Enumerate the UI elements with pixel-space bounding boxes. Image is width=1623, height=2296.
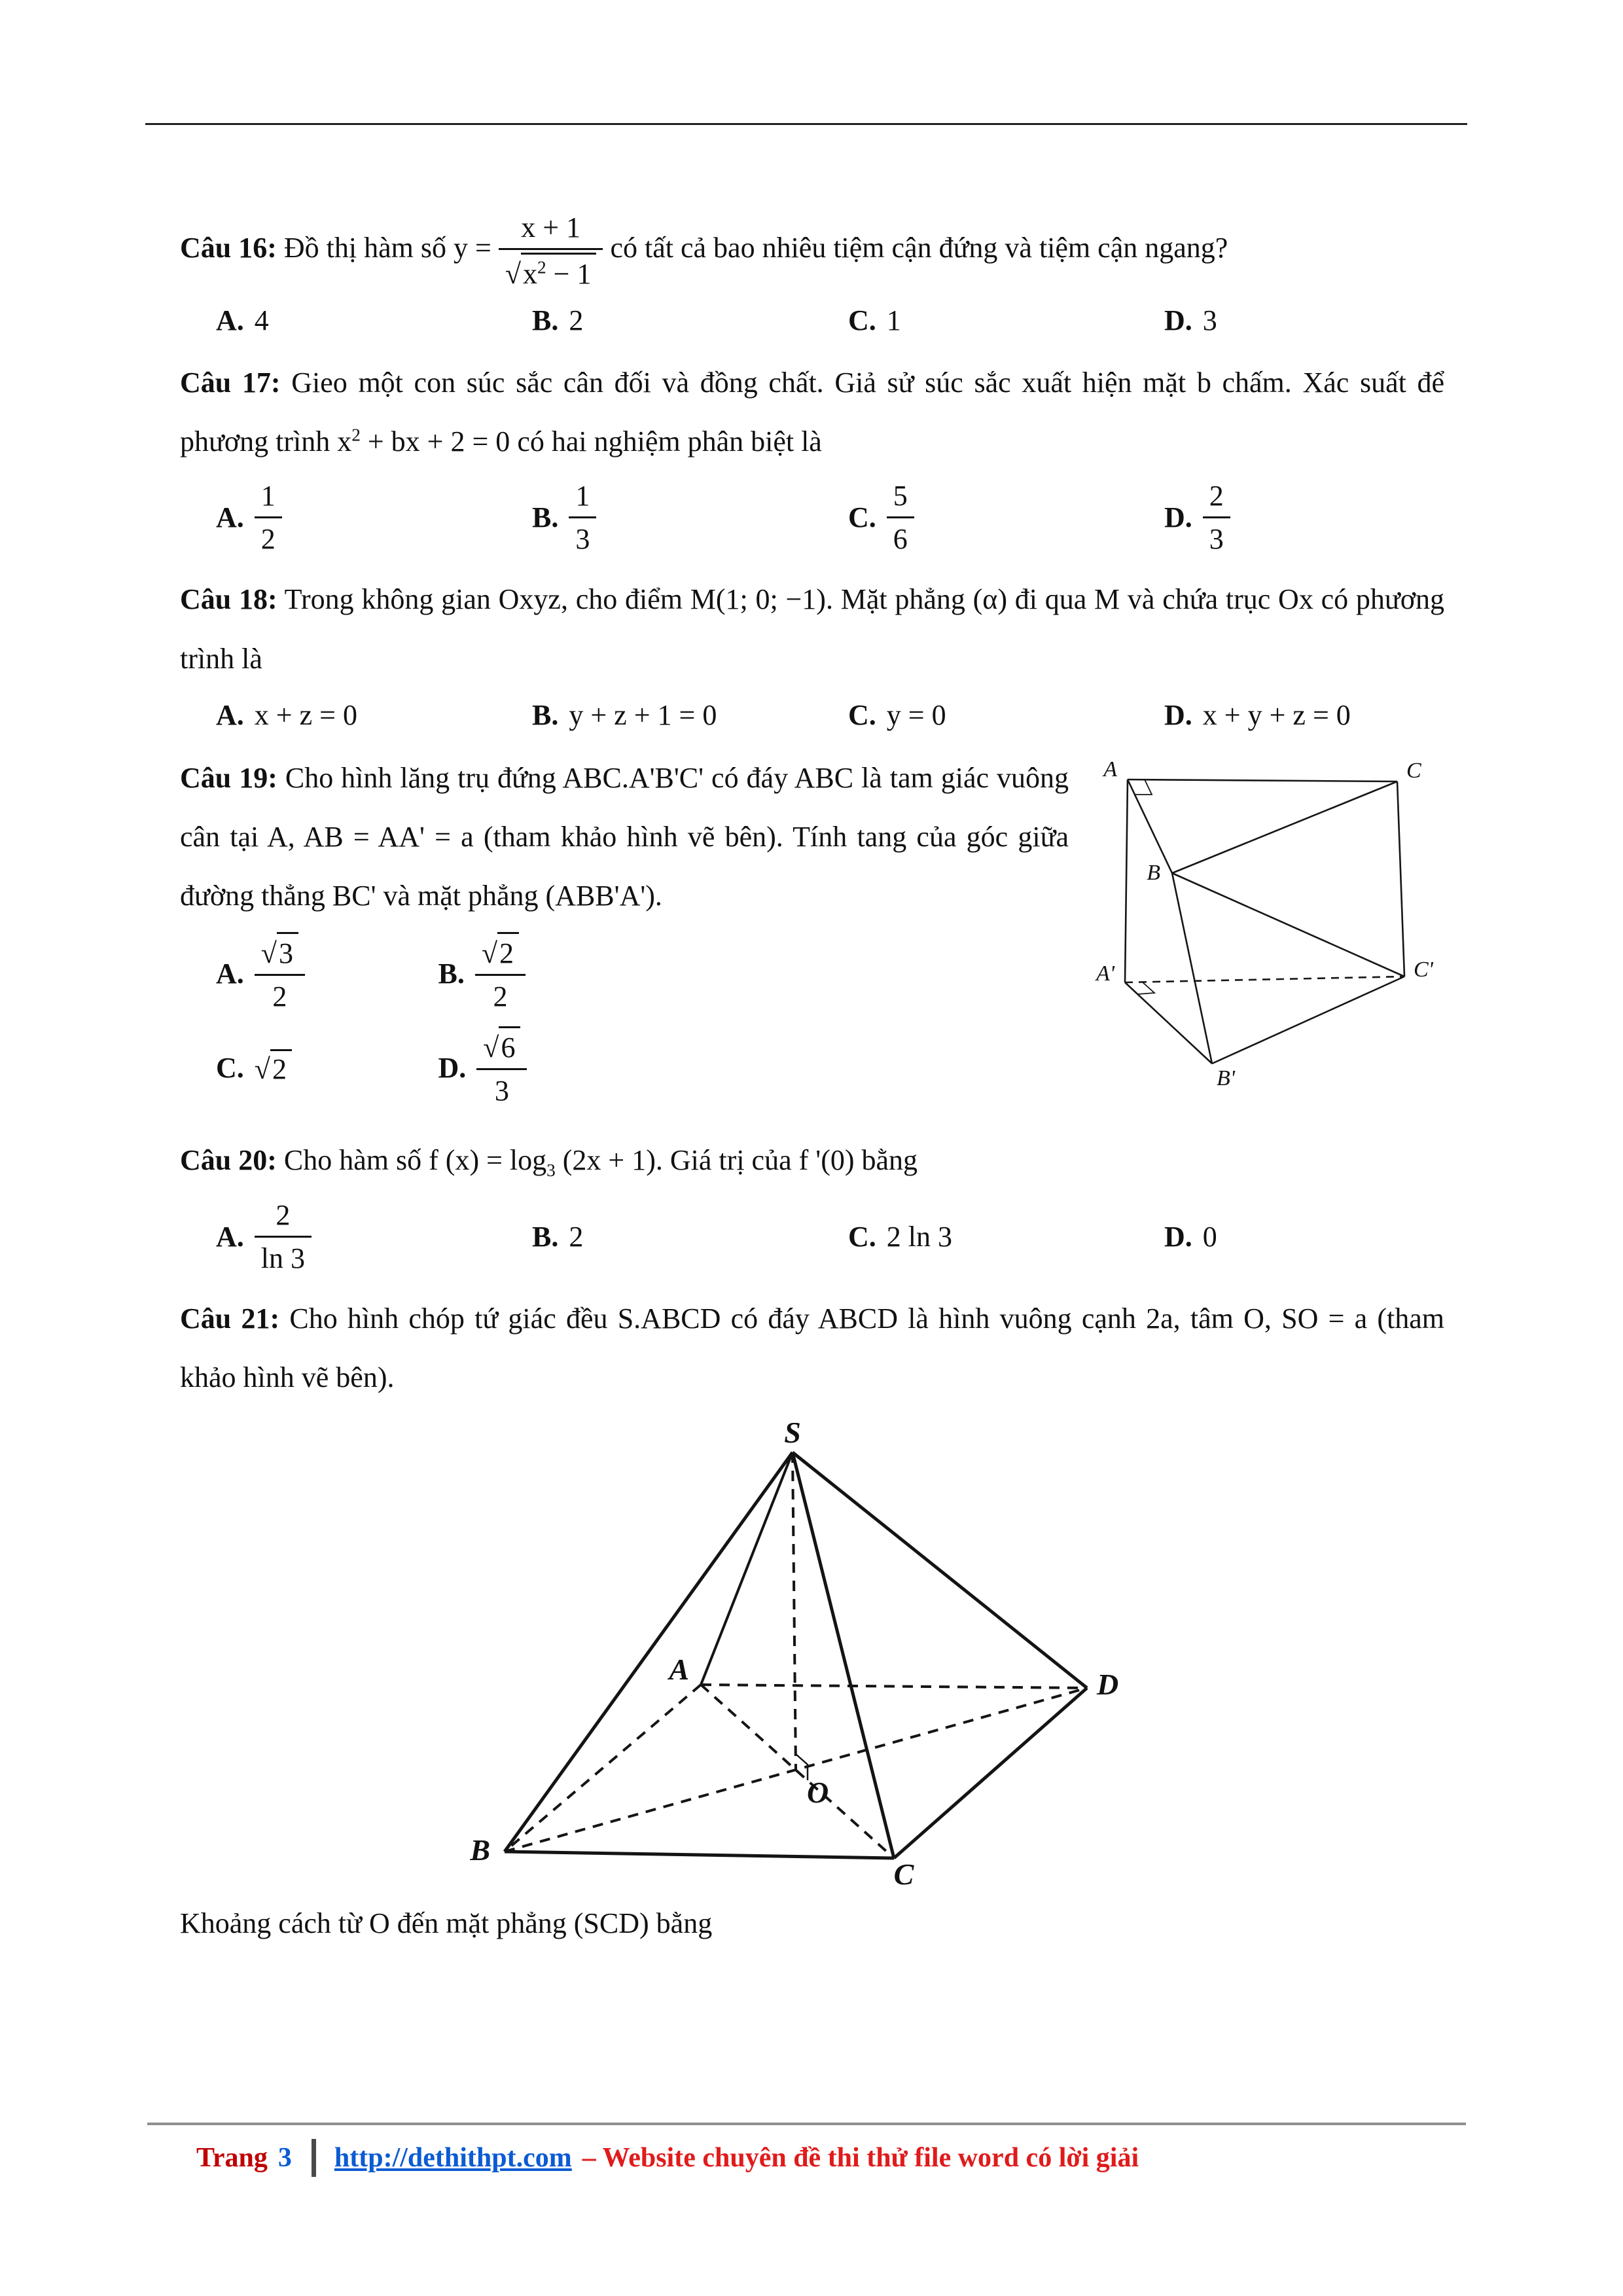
prism-edge-BB2 [1172,873,1212,1064]
q19-option-a [180,931,402,1016]
option-value: 2 ln 3 [886,1220,953,1253]
equation-exponent: 2 [351,425,361,445]
fraction-numerator: x + 1 [499,208,603,250]
page-content [180,208,1444,1965]
prism-edge-BC [1172,781,1397,873]
q17-option-c [812,476,1128,558]
fraction-numerator: 2 [1203,476,1230,518]
q19-options-row2 [180,1025,1069,1110]
formula-rest: (2x + 1). [555,1144,663,1177]
pyramid-edge-CD [894,1688,1087,1858]
q20-option-c [812,1196,1128,1278]
option-key: B. [532,1220,559,1253]
fraction-numerator: 5 [887,476,914,518]
pyramid-edge-SD [793,1452,1087,1688]
question-21-tail: Khoảng cách từ O đến mặt phẳng (SCD) bằng [180,1907,713,1939]
right-angle-mark-A2 [1137,982,1154,994]
prism-edge-AA2 [1125,780,1128,982]
option-key: A. [216,699,244,732]
prism-edge-AB [1128,780,1172,873]
sqrt-sign: √ [481,937,498,970]
question-16 [180,208,1444,342]
fraction-denominator: 2 [260,523,276,556]
question-20-text [180,1131,1444,1190]
q18-body: Trong không gian Oxyz, cho điểm M(1; 0; −1). Mặt phẳng (α) đi qua M và chứa trục Ox có phương trình là [180,583,1444,675]
q17-option-b [496,476,812,558]
option-key: B. [532,699,559,732]
fraction [499,208,603,293]
question-17-text [180,353,1444,471]
question-21 [180,1289,1444,1954]
question-20-label: Câu 20: [180,1144,277,1177]
prism-edge-B2C2 [1212,977,1404,1064]
spacer [624,931,847,1016]
fraction-denominator: ln 3 [260,1242,306,1274]
fraction-numerator [255,931,305,976]
sqrt [261,937,298,969]
option-value: x + y + z = 0 [1202,699,1351,732]
page-footer [196,2139,1139,2177]
option-value: 2 [569,1220,584,1253]
pyramid-label-B: B [470,1833,490,1867]
prism-edge-AC [1128,780,1397,781]
pyramid-diagonal-AC-hidden [701,1685,894,1858]
q16-options [180,298,1444,342]
pyramid-label-D: D [1097,1667,1119,1701]
option-key: D. [1164,1220,1192,1253]
spacer [847,1025,1069,1110]
q17-options [180,476,1444,558]
footer-tagline: – Website chuyên đề thi thử file word có lời giải [582,2143,1139,2173]
q17-option-a [180,476,496,558]
q20-option-b [496,1196,812,1278]
fraction-numerator [476,1025,527,1070]
q16-option-a [180,298,496,342]
right-angle-mark-A [1135,780,1152,795]
radicand-exponent: 2 [537,257,546,278]
question-16-text [180,208,1444,293]
option-value: y + z + 1 = 0 [569,699,717,732]
pyramid-svg [459,1423,1166,1888]
question-17 [180,353,1444,558]
prism-edge-A2C2-hidden [1125,977,1404,982]
fraction-denominator [499,250,603,293]
pyramid-label-S: S [784,1422,801,1449]
option-key: A. [216,957,244,990]
q20-option-d [1128,1196,1444,1278]
pyramid-edge-BC [505,1852,894,1858]
option-key: C. [848,699,876,732]
q18-options [180,694,1444,737]
radicand-rest: − 1 [546,258,592,290]
option-key: D. [438,1051,467,1084]
fraction-denominator: 3 [575,523,590,556]
prism-edge-CC2 [1397,781,1404,977]
q20-derivative: f '(0) [798,1144,855,1177]
prism-label-A: A [1103,757,1117,781]
option-key: D. [1164,501,1192,534]
sqrt-sign: √ [254,1053,270,1086]
q19-option-c [180,1025,402,1110]
spacer [847,931,1069,1016]
q19-option-b [402,931,625,1016]
sqrt-sign: √ [505,258,521,290]
equation-base: x [337,425,352,458]
q17-equation [337,425,510,457]
q16-formula-lhs: y = [454,232,491,264]
option-key: D. [1164,699,1192,732]
fraction-denominator: 2 [272,980,287,1013]
q17-text1: Gieo một con súc sắc cân đối và đồng chất. Giả sử súc sắc xuất hiện mặt b chấm. Xác suất để phương trình [180,367,1445,458]
q19-body: Cho hình lăng trụ đứng ABC.A'B'C' có đáy ABC là tam giác vuông cân tại A, AB = AA' = a (tham khảo hình vẽ bên). Tính tang của góc giữa đường thẳng BC' và mặt phẳng (ABB'A'). [180,761,1069,912]
option-key: A. [216,501,244,534]
pyramid-edge-SB [505,1452,793,1852]
fraction [255,931,305,1016]
option-value: x + z = 0 [254,699,357,732]
fraction-numerator: 1 [569,476,596,518]
option-key: B. [532,501,559,534]
option-key: A. [216,304,244,336]
page-number: 3 [277,2143,292,2173]
fraction [1203,476,1230,558]
option-key: B. [532,304,559,336]
top-rule [145,123,1467,125]
fraction [255,1196,312,1278]
q20-formula [429,1144,663,1181]
q16-option-c [812,298,1128,342]
q20-mid: Giá trị của [669,1144,792,1177]
footer-link[interactable]: http://dethithpt.com [334,2143,572,2173]
fraction [255,476,282,558]
question-19-label: Câu 19: [180,761,277,794]
option-value: y = 0 [886,699,946,732]
prism-label-B2: B' [1217,1066,1236,1090]
fraction-denominator: 2 [493,980,508,1013]
fraction-denominator: 6 [893,523,908,556]
pyramid-label-O: O [807,1775,829,1809]
question-21-text [180,1289,1444,1407]
q18-option-d [1128,694,1444,737]
option-key: C. [216,1051,244,1084]
q16-option-d [1128,298,1444,342]
pyramid-height-SO-hidden [793,1452,796,1770]
prism-label-C2: C' [1414,957,1433,982]
sqrt-radicand: 6 [499,1026,520,1066]
pyramid-figure [459,1423,1166,1888]
option-key: D. [1164,304,1192,336]
prism-figure [1091,753,1444,1093]
footer-divider [312,2139,316,2177]
fraction [887,476,914,558]
fraction-numerator [475,931,526,976]
sqrt [505,258,597,290]
q18-option-a [180,694,496,737]
question-21-label: Câu 21: [180,1302,280,1335]
option-key: B. [438,957,465,990]
q19-option-d [402,1025,625,1110]
q20-options [180,1196,1444,1278]
q18-option-b [496,694,812,737]
sqrt-radicand: 2 [270,1049,292,1086]
formula-lead: f (x) = log [429,1144,547,1177]
q18-option-c [812,694,1128,737]
q17-option-d [1128,476,1444,558]
prism-svg [1091,753,1444,1093]
fraction-denominator: 3 [494,1075,509,1107]
sqrt-sign: √ [483,1031,499,1064]
sqrt [482,937,519,969]
sqrt-sign: √ [260,937,277,970]
q16-before: Đồ thị hàm số [283,232,447,264]
option-key: C. [848,304,876,336]
pyramid-label-C: C [893,1857,914,1888]
q21-body: Cho hình chóp tứ giác đều S.ABCD có đáy ABCD là hình vuông cạnh 2a, tâm O, SO = a (tham khảo hình vẽ bên). [180,1302,1444,1393]
page-label: Trang [196,2143,268,2173]
fraction-numerator: 2 [255,1196,312,1238]
pyramid-label-A: A [669,1652,689,1686]
radicand-base: x [523,258,537,290]
option-value: 0 [1202,1220,1217,1253]
fraction-denominator: 3 [1209,523,1224,556]
prism-label-C: C [1406,758,1421,783]
question-19 [180,749,1444,1120]
prism-label-A2: A' [1096,961,1115,986]
log-base: 3 [546,1160,556,1181]
sqrt-radicand [521,253,596,292]
footer-rule [147,2123,1466,2125]
option-value: 4 [254,304,269,336]
prism-line-BC2 [1172,873,1404,977]
sqrt-radicand: 3 [277,932,298,971]
option-key: A. [216,1220,244,1253]
fraction [475,931,526,1016]
pyramid-edge-SA [701,1452,793,1685]
question-16-label: Câu 16: [180,232,277,264]
option-key: C. [848,1220,876,1253]
fraction [476,1025,527,1110]
question-18-text [180,570,1444,688]
sqrt-radicand: 2 [497,932,519,971]
sqrt [483,1031,520,1064]
q20-before: Cho hàm số [283,1144,422,1177]
question-18-label: Câu 18: [180,583,277,616]
q20-option-a [180,1196,496,1278]
option-value: 1 [886,304,901,336]
equation-rest: + bx + 2 = 0 [360,425,510,458]
q16-option-b [496,298,812,342]
question-17-label: Câu 17: [180,367,281,399]
sqrt [255,1049,292,1086]
option-key: C. [848,501,876,534]
option-value: 3 [1202,304,1217,336]
q16-formula [454,211,610,290]
pyramid-edge-AD-hidden [701,1685,1087,1688]
fraction-numerator: 1 [255,476,282,518]
option-value: 2 [569,304,584,336]
prism-label-B: B [1147,860,1160,885]
q16-after: có tất cả bao nhiêu tiệm cận đứng và tiệm cận ngang? [610,232,1228,264]
question-18 [180,570,1444,736]
q20-after: bằng [861,1144,918,1177]
q19-options-row1 [180,931,1069,1016]
spacer [624,1025,847,1110]
question-20 [180,1131,1444,1277]
fraction [569,476,596,558]
q17-text2: có hai nghiệm phân biệt là [517,425,822,458]
pyramid-edge-AB-hidden [505,1685,701,1852]
